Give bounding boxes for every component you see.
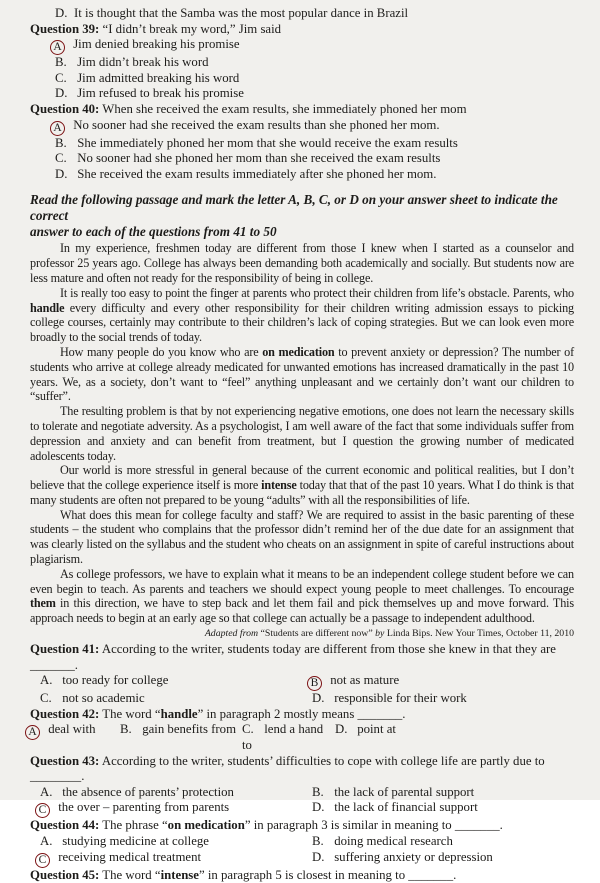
option-row — [55, 71, 574, 87]
stem-text: ” in paragraph 5 is closest in meaning to _______. — [198, 867, 457, 882]
option-letter: D. — [312, 800, 325, 815]
paragraph-text: As college professors, we have to explain what it means to be an independent college student before we can even begin to teach. As parents and teachers we should expect young people to meet challenges. To encourage — [30, 566, 574, 596]
option-row — [312, 673, 574, 691]
paragraph-bold-term: on medication — [262, 344, 335, 359]
option-text: Jim admitted breaking his word — [77, 70, 240, 85]
paragraph-text: in this direction, we have to step back and let them fail and pick themselves up and move forward. This approach needs to begin at an early age so that college can actually be a passage to independent adulthood. — [30, 596, 574, 626]
option-letter: D. — [55, 166, 68, 181]
option-letter: A. — [40, 784, 53, 799]
option-row — [55, 55, 574, 71]
option-row — [312, 834, 574, 850]
instruction-line: answer to each of the questions from 41 to 50 — [30, 224, 277, 240]
option-row — [55, 37, 574, 55]
question-label: Question 44: — [30, 818, 100, 833]
question-label: Question 45: — [30, 867, 100, 882]
option-letter: A. — [40, 673, 53, 688]
stem-text: ” in paragraph 3 is similar in meaning to _______. — [244, 818, 503, 833]
option-text: the lack of financial support — [334, 800, 478, 815]
answer-circle-mark: C — [35, 853, 50, 868]
question-41-options — [30, 673, 574, 707]
source-rest: Linda Bips. New Your Times, October 11, 2010 — [386, 628, 574, 640]
question-label: Question 40: — [30, 101, 100, 116]
paragraph-bold-term: intense — [261, 478, 297, 493]
option-text: the lack of parental support — [334, 784, 475, 799]
option-text: It is thought that the Samba was the most popular dance in Brazil — [74, 6, 409, 20]
question-stem: When she received the exam results, she immediately phoned her mom — [102, 101, 467, 116]
passage-paragraph — [30, 404, 574, 463]
option-letter: A. — [40, 834, 53, 848]
question-stem — [102, 707, 405, 721]
option-letter: B. — [120, 722, 132, 737]
question-stem — [102, 818, 503, 832]
question-42-header — [30, 707, 574, 723]
option-row — [120, 722, 242, 753]
stem-text: The phrase “ — [102, 818, 168, 833]
option-letter: C. — [55, 70, 67, 85]
stem-text: The word “ — [102, 867, 161, 882]
question-stem: According to the writer, students today are different from those she knew in that they are _______. — [30, 642, 556, 672]
question-39-header — [30, 22, 574, 38]
option-letter: C. — [242, 722, 254, 737]
option-row — [242, 722, 335, 753]
source-by: by — [375, 628, 385, 640]
passage-paragraph — [30, 345, 574, 404]
stem-bold-term: intense — [160, 867, 199, 882]
paragraph-bold-term: them — [30, 596, 56, 611]
option-row — [55, 136, 574, 152]
option-letter: B. — [55, 135, 67, 150]
option-row — [40, 691, 312, 707]
passage-paragraph — [30, 241, 574, 285]
option-text: point at — [357, 722, 396, 737]
option-row — [40, 834, 312, 850]
stray-option-row — [30, 6, 574, 22]
passage-paragraph — [30, 286, 574, 345]
option-letter: D. — [312, 691, 325, 706]
option-text: studying medicine at college — [62, 834, 209, 848]
instruction-line: Read the following passage and mark the letter A, B, C, or D on your answer sheet to indicate the correct — [30, 192, 558, 224]
question-44-options — [30, 834, 574, 868]
option-row — [312, 785, 574, 801]
option-text: the over – parenting from parents — [58, 800, 230, 815]
question-42-options — [30, 722, 574, 753]
option-row — [55, 151, 574, 167]
question-label: Question 42: — [30, 706, 100, 721]
stem-text: ” in paragraph 2 mostly means _______. — [197, 706, 406, 721]
option-text: not so academic — [62, 691, 145, 706]
question-43-options — [30, 785, 574, 819]
option-row — [40, 850, 312, 868]
question-stem: “I didn’t break my word,” Jim said — [102, 21, 282, 36]
option-row — [55, 118, 574, 136]
question-label: Question 43: — [30, 753, 100, 768]
option-text: doing medical research — [334, 834, 453, 848]
option-row — [40, 785, 312, 801]
question-40-header — [30, 102, 574, 118]
option-letter: D. — [312, 849, 325, 864]
option-text: No sooner had she phoned her mom than she received the exam results — [77, 151, 441, 166]
option-row — [312, 800, 574, 818]
question-43-header — [30, 754, 574, 785]
section-instruction — [30, 192, 574, 240]
paragraph-bold-term: handle — [30, 300, 65, 315]
source-attribution — [30, 627, 574, 640]
option-text: responsible for their work — [334, 691, 467, 706]
option-letter: B. — [312, 834, 324, 848]
question-44-header — [30, 818, 574, 834]
answer-circle-mark: A — [25, 725, 40, 740]
paragraph-text: to prevent anxiety or depression? The number of students who arrive at college already medicated for unwanted emotions has increased dramatically in the past 10 years. We, as a society, don’t want to “feel” anything unpleasant and we certainly don’t want our children to “suffer”. — [30, 344, 574, 404]
option-text: She immediately phoned her mom that she would receive the exam results — [77, 135, 458, 150]
question-45-header — [30, 868, 574, 883]
option-row — [55, 167, 574, 183]
option-row — [335, 722, 396, 753]
source-adapted-from: Adapted from — [204, 628, 259, 640]
paragraph-text: The resulting problem is that by not experiencing negative emotions, one does not learn the necessary skills to tolerate and negotiate adversity. As a psychologist, I am well aware of the fact that some individuals suffer from depression and anxiety and can benefit from treatment, but I question the growing number of medicated adolescents today. — [30, 404, 574, 463]
stem-text: The word “ — [102, 706, 161, 721]
stem-bold-term: on medication — [167, 818, 245, 833]
paragraph-text: every difficulty and every other responsibility for their children writing admission essays to picking college courses, certainly may contribute to their children’s lack of coping strategies. But we can look even more broadly to the social trends of today. — [30, 300, 574, 345]
answer-circle-mark: A — [50, 40, 65, 55]
option-text: not as mature — [330, 673, 400, 688]
option-row — [30, 722, 120, 753]
option-letter: C. — [55, 151, 67, 166]
question-label: Question 39: — [30, 21, 100, 36]
question-label: Question 41: — [30, 642, 100, 657]
paragraph-text: What does this mean for college faculty and staff? We are required to assist in the basic parenting of these students – the student who complains that the professor didn’t remind her of the due date for an assignment that was clearly listed on the syllabus and the student who cheats on an assignment in spite of careful instructions about plagiarism. — [30, 507, 574, 567]
option-row — [40, 800, 312, 818]
reading-passage — [30, 241, 574, 626]
question-stem — [102, 868, 456, 882]
passage-paragraph — [30, 508, 574, 567]
paragraph-text: It is really too easy to point the finger at parents who protect their children from life’s obstacle. Parents, who — [60, 285, 574, 300]
option-text: No sooner had she received the exam results than she phoned her mom. — [73, 117, 440, 132]
option-text: Jim denied breaking his promise — [73, 37, 240, 52]
option-text: Jim refused to break his promise — [77, 86, 244, 101]
option-text: receiving medical treatment — [58, 849, 202, 864]
option-text: gain benefits from — [142, 722, 237, 737]
answer-circle-mark: B — [307, 676, 322, 691]
paragraph-text: How many people do you know who are — [60, 344, 263, 359]
option-row — [312, 850, 574, 868]
paragraph-text: Our world is more stressful in general because of the current economic and political realities, but I don’t believe that the college experience itself is more — [30, 463, 574, 493]
question-41-header — [30, 642, 574, 673]
option-text: She received the exam results immediately after she phoned her mom. — [77, 166, 437, 181]
option-text: deal with — [48, 722, 96, 737]
passage-paragraph — [30, 567, 574, 626]
option-letter: D. — [55, 86, 68, 101]
passage-paragraph — [30, 463, 574, 507]
option-letter: B. — [55, 55, 67, 70]
question-stem: According to the writer, students’ difficulties to cope with college life are partly due to ________. — [30, 753, 545, 784]
paragraph-text: In my experience, freshmen today are different from those I knew when I started as a counselor and professor 25 years ago. College has always been demanding both academically and socially. But students now are less mature and often not ready for the responsibility of being in college. — [30, 241, 574, 285]
option-letter: D. — [55, 6, 68, 20]
source-title: “Students are different now” — [260, 628, 373, 640]
option-text: suffering anxiety or depression — [334, 849, 493, 864]
option-letter: B. — [312, 784, 324, 799]
option-letter: D. — [335, 722, 348, 737]
option-letter: C. — [40, 691, 52, 706]
option-text: lend a hand to — [242, 722, 324, 753]
paragraph-text: today that that of the past 10 years. What I do think is that many students are often not prepared to be young “adults” with all the responsibilities of life. — [30, 478, 575, 507]
option-row — [312, 691, 574, 707]
option-row — [55, 86, 574, 102]
option-text: Jim didn’t break his word — [77, 55, 209, 70]
question-39-options — [30, 37, 574, 102]
stem-bold-term: handle — [160, 706, 198, 721]
option-text: too ready for college — [62, 673, 169, 688]
option-row — [40, 673, 312, 691]
answer-circle-mark: C — [35, 803, 50, 818]
question-40-options — [30, 118, 574, 183]
option-text: the absence of parents’ protection — [62, 784, 234, 799]
answer-circle-mark: A — [50, 121, 65, 136]
